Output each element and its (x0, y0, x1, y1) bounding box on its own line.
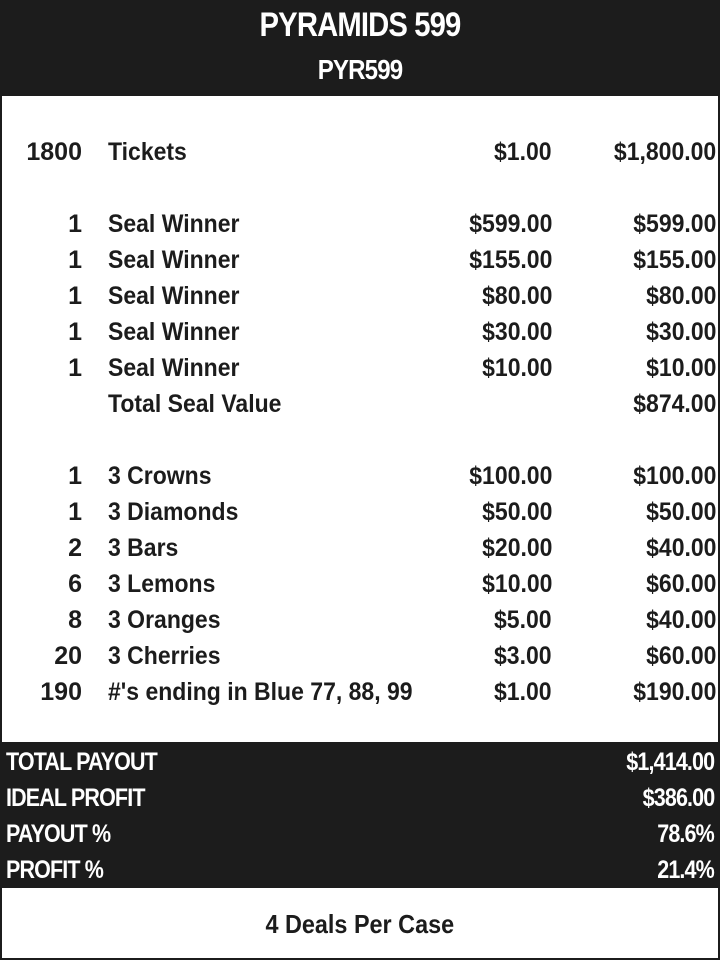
profit-percent-label: PROFIT % (6, 856, 104, 884)
total-seal-value-row (2, 386, 718, 422)
prize-desc: 3 Crowns (108, 462, 212, 490)
prize-price: $5.00 (494, 606, 552, 634)
prize-qty: 2 (68, 534, 82, 562)
seal-total: $10.00 (645, 354, 716, 382)
prize-qty: 8 (68, 606, 82, 634)
seal-qty: 1 (68, 210, 82, 238)
prize-row (2, 494, 718, 530)
prize-total: $190.00 (632, 678, 716, 706)
tickets-qty: 1800 (26, 138, 82, 166)
seal-price: $599.00 (468, 210, 552, 238)
seal-price: $30.00 (481, 318, 552, 346)
prize-row (2, 674, 718, 710)
payout-percent-row (2, 816, 718, 852)
deals-per-case-text: 4 Deals Per Case (265, 909, 455, 939)
prize-total: $60.00 (645, 570, 716, 598)
prize-qty: 20 (54, 642, 82, 670)
prize-price: $3.00 (494, 642, 552, 670)
prize-price: $10.00 (481, 570, 552, 598)
prize-desc: 3 Cherries (108, 642, 221, 670)
prize-row (2, 638, 718, 674)
total-seal-amount: $874.00 (632, 390, 716, 418)
total-seal-label: Total Seal Value (108, 390, 282, 418)
seal-price: $155.00 (468, 246, 552, 274)
prize-row (2, 602, 718, 638)
seal-desc: Seal Winner (108, 354, 240, 382)
tickets-desc: Tickets (108, 138, 187, 166)
seal-total: $80.00 (645, 282, 716, 310)
ideal-profit-label: IDEAL PROFIT (6, 784, 145, 812)
summary-block (2, 742, 718, 888)
prize-price: $100.00 (468, 462, 552, 490)
footer-note (2, 890, 718, 958)
prize-row (2, 566, 718, 602)
prize-desc: 3 Diamonds (108, 498, 239, 526)
tickets-total: $1,800.00 (613, 138, 716, 166)
prize-total: $40.00 (645, 606, 716, 634)
seal-winner-row (2, 314, 718, 350)
prize-total: $50.00 (645, 498, 716, 526)
game-code: PYR599 (317, 54, 403, 85)
prize-qty: 190 (40, 678, 82, 706)
prize-row (2, 530, 718, 566)
prize-qty: 1 (68, 462, 82, 490)
ideal-profit-row (2, 780, 718, 816)
prize-desc: 3 Oranges (108, 606, 221, 634)
seal-qty: 1 (68, 354, 82, 382)
seal-winner-row (2, 206, 718, 242)
tickets-price: $1.00 (494, 138, 552, 166)
prize-desc: 3 Lemons (108, 570, 216, 598)
prize-price: $20.00 (481, 534, 552, 562)
seal-price: $80.00 (481, 282, 552, 310)
total-payout-row (2, 744, 718, 780)
seal-winner-row (2, 278, 718, 314)
game-title: PYRAMIDS 599 (259, 6, 461, 44)
profit-percent-value: 21.4% (657, 856, 714, 884)
ideal-profit-value: $386.00 (642, 784, 714, 812)
seal-total: $599.00 (632, 210, 716, 238)
prize-total: $60.00 (645, 642, 716, 670)
prize-total: $40.00 (645, 534, 716, 562)
seal-winner-row (2, 350, 718, 386)
prize-qty: 1 (68, 498, 82, 526)
seal-desc: Seal Winner (108, 210, 240, 238)
seal-desc: Seal Winner (108, 282, 240, 310)
seal-qty: 1 (68, 282, 82, 310)
prize-row (2, 458, 718, 494)
prize-desc: 3 Bars (108, 534, 179, 562)
prize-price: $1.00 (494, 678, 552, 706)
payout-percent-value: 78.6% (657, 820, 714, 848)
header-banner (2, 2, 718, 96)
seal-price: $10.00 (481, 354, 552, 382)
seal-total: $155.00 (632, 246, 716, 274)
seal-desc: Seal Winner (108, 318, 240, 346)
seal-qty: 1 (68, 318, 82, 346)
prize-desc: #'s ending in Blue 77, 88, 99 (108, 678, 413, 706)
prize-price: $50.00 (481, 498, 552, 526)
seal-total: $30.00 (645, 318, 716, 346)
seal-desc: Seal Winner (108, 246, 240, 274)
total-payout-value: $1,414.00 (626, 748, 714, 776)
tickets-row (2, 134, 718, 170)
prize-qty: 6 (68, 570, 82, 598)
seal-winner-row (2, 242, 718, 278)
total-payout-label: TOTAL PAYOUT (6, 748, 157, 776)
seal-qty: 1 (68, 246, 82, 274)
profit-percent-row (2, 852, 718, 888)
prize-total: $100.00 (632, 462, 716, 490)
payout-percent-label: PAYOUT % (6, 820, 111, 848)
